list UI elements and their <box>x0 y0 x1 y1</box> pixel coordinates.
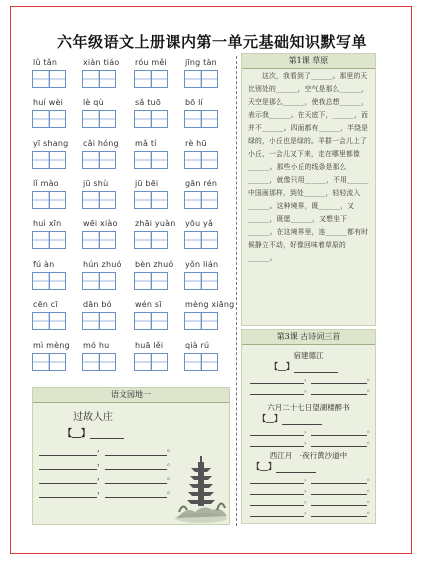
pinyin-label: jū bēi <box>135 179 159 188</box>
pinyin-label: lǜ tǎn <box>33 58 58 67</box>
writing-grid[interactable] <box>134 70 168 88</box>
writing-grid[interactable] <box>32 231 66 249</box>
poem-answer-line: ， 。 <box>250 384 367 395</box>
garden-header: 语文园地一 <box>33 388 229 403</box>
poem-author-line-1 <box>250 361 367 373</box>
pinyin-label: yī shang <box>33 139 69 148</box>
poem-answer-line: ， 。 <box>250 425 367 436</box>
writing-grid[interactable] <box>184 312 218 330</box>
garden-answer-lines: ， 。 ， 。 ， 。 ， 。 <box>39 442 175 498</box>
pinyin-label: qià rú <box>185 341 210 350</box>
column-divider <box>236 56 237 526</box>
writing-grid[interactable] <box>82 272 116 290</box>
pinyin-label: mǎ tí <box>135 139 157 148</box>
poem-answer-line: ， 。 <box>250 484 367 495</box>
pinyin-label: dān bó <box>83 300 112 309</box>
writing-grid[interactable] <box>32 191 66 209</box>
writing-grid[interactable] <box>134 110 168 128</box>
writing-grid[interactable] <box>82 312 116 330</box>
poem-author-line-2 <box>250 413 367 425</box>
writing-grid[interactable] <box>32 312 66 330</box>
writing-grid[interactable] <box>134 312 168 330</box>
writing-grid[interactable] <box>82 231 116 249</box>
pinyin-label: gān rén <box>185 179 218 188</box>
poem-answer-line: ， 。 <box>250 436 367 447</box>
garden-panel <box>32 387 230 525</box>
pinyin-label: zhāi yuàn <box>135 219 176 228</box>
pinyin-label: mì mèng <box>33 341 70 350</box>
bracket-2: 【__】 <box>258 413 282 423</box>
lesson3-header: 第3课 古诗词三首 <box>242 330 375 345</box>
pinyin-label: lè qù <box>83 98 104 107</box>
pinyin-label: jū shù <box>83 179 109 188</box>
lesson1-panel <box>241 53 376 326</box>
writing-grid[interactable] <box>82 151 116 169</box>
poem-answer-line: ， 。 <box>250 373 367 384</box>
poem-answer-line: ， 。 <box>250 495 367 506</box>
pinyin-label: rè hū <box>185 139 207 148</box>
writing-grid[interactable] <box>82 353 116 371</box>
pinyin-label: cēn cī <box>33 300 58 309</box>
bracket-3: 【__】 <box>252 461 276 471</box>
writing-grid[interactable] <box>134 272 168 290</box>
poem-block-1 <box>250 350 374 395</box>
pinyin-label: bō lí <box>185 98 203 107</box>
poem-answer-line: ， 。 <box>250 506 367 517</box>
writing-grid[interactable] <box>134 151 168 169</box>
writing-grid[interactable] <box>32 272 66 290</box>
writing-grid[interactable] <box>32 353 66 371</box>
poem-title-2: 六月二十七日望湖楼醉书 <box>267 403 350 412</box>
writing-grid[interactable] <box>184 70 218 88</box>
pinyin-label: hún zhuó <box>83 260 122 269</box>
garden-bracket: 【__】 <box>63 429 91 439</box>
garden-poem-title: 过故人庄 <box>73 412 113 423</box>
pinyin-label: huì xīn <box>33 219 62 228</box>
writing-grid[interactable] <box>184 151 218 169</box>
writing-grid[interactable] <box>32 110 66 128</box>
pinyin-label: xiàn tiáo <box>83 58 120 67</box>
pinyin-label: cǎi hóng <box>83 139 119 148</box>
writing-grid[interactable] <box>184 272 218 290</box>
pinyin-label: róu měi <box>135 58 167 67</box>
writing-grid[interactable] <box>82 191 116 209</box>
pinyin-label: jīng tàn <box>185 58 217 67</box>
poem-title-1: 宿建德江 <box>293 351 324 360</box>
writing-grid[interactable] <box>134 353 168 371</box>
poem-block-2 <box>250 402 374 447</box>
lesson1-text: 这次，我看到了______。那里的天比别处的______，空气是那么______，天空是那么______，使我总想______，表示我______。在天底下，______，而并不______。四面都有______，半绕是绿的，小丘也是绿的。羊群一会儿上了小丘，一会儿又下来，走在哪里都像______。那些小丘的线条是那么______，就像只用______，不用______中国画那样，到处______，轻轻流入______。这种境界，既______，又______，既愿______，又想坐下______。在这境界里，连______都有时候静立不动，好像回味着草原的______。 <box>248 72 369 262</box>
writing-grid[interactable] <box>184 231 218 249</box>
writing-grid[interactable] <box>184 110 218 128</box>
poem-author-line-3 <box>250 461 367 473</box>
pinyin-label: huā lěi <box>135 341 164 350</box>
pinyin-label: bèn zhuó <box>135 260 174 269</box>
writing-grid[interactable] <box>82 110 116 128</box>
pinyin-label: mó hu <box>83 341 110 350</box>
writing-grid[interactable] <box>82 70 116 88</box>
pinyin-label: lǐ mào <box>33 179 59 188</box>
writing-grid[interactable] <box>32 151 66 169</box>
poem-block-3 <box>250 450 374 517</box>
pinyin-label: sǎ tuō <box>135 98 161 107</box>
writing-grid[interactable] <box>184 191 218 209</box>
pinyin-label: yōu yǎ <box>185 219 214 228</box>
writing-grid[interactable] <box>134 191 168 209</box>
writing-grid[interactable] <box>134 231 168 249</box>
writing-grid[interactable] <box>184 353 218 371</box>
pinyin-row <box>32 341 232 389</box>
garden-author-line <box>63 426 124 439</box>
pinyin-label: wén sī <box>135 300 162 309</box>
poem-title-3: 西江月 ·夜行黄沙道中 <box>269 451 348 460</box>
pinyin-label: mèng xiāng <box>185 300 235 309</box>
writing-grid[interactable] <box>32 70 66 88</box>
lesson1-header: 第1课 草原 <box>242 54 375 69</box>
bracket-1: 【__】 <box>270 361 294 371</box>
pinyin-label: fú àn <box>33 260 55 269</box>
pagoda-illustration <box>173 452 229 524</box>
page-title: 六年级语文上册课内第一单元基础知识默写单 <box>56 33 367 51</box>
pinyin-label: wēi xiào <box>83 219 118 228</box>
poem-answer-line: ， 。 <box>250 473 367 484</box>
pinyin-label: huí wèi <box>33 98 63 107</box>
lesson3-panel <box>241 329 376 524</box>
pinyin-label: yǒn lián <box>185 260 219 269</box>
